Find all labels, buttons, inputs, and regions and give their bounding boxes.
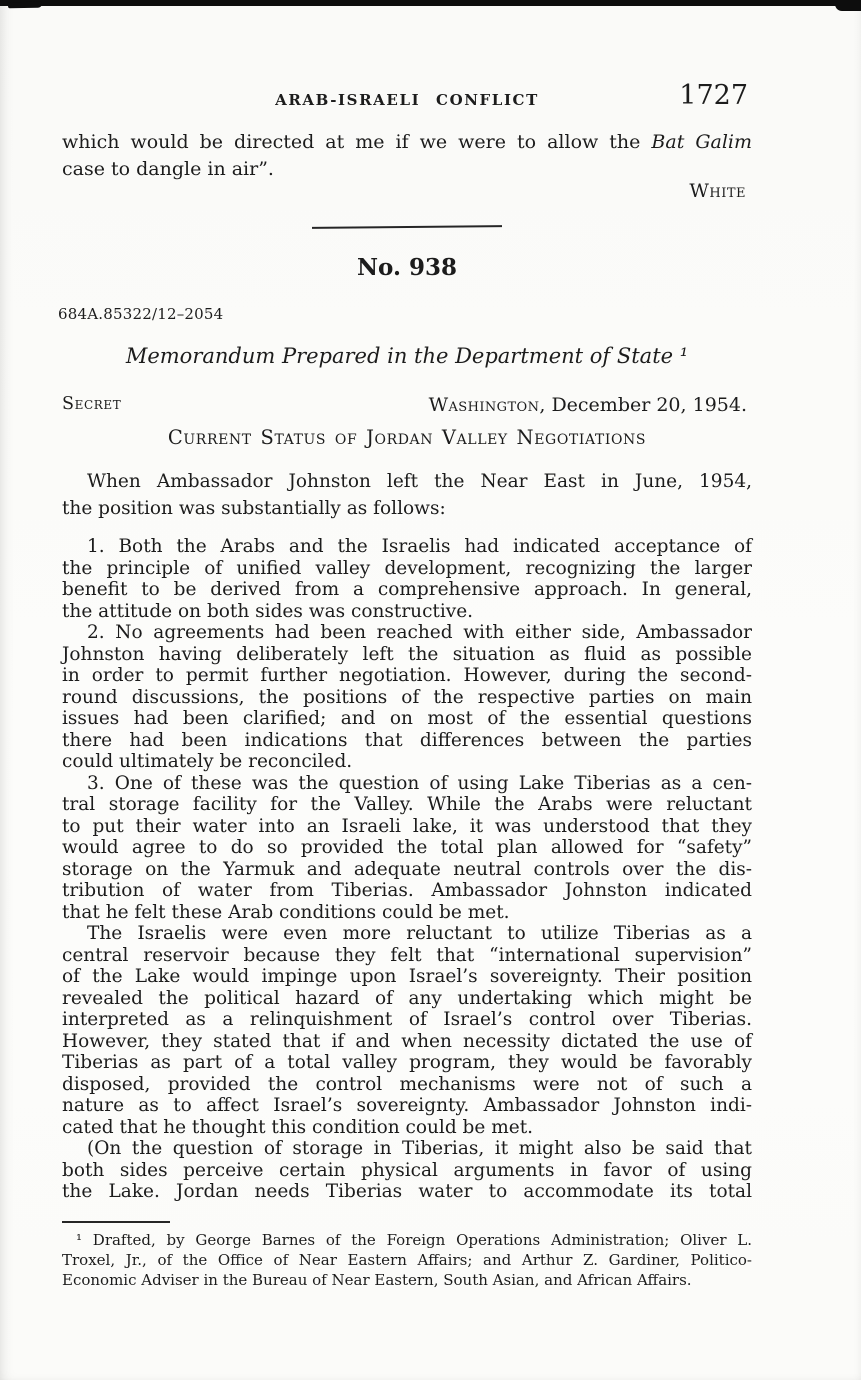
text-line: would agree to do so provided the total plan allowed for “safety” bbox=[62, 837, 752, 858]
text-line: the attitude on both sides was constructive. bbox=[62, 600, 474, 622]
running-head bbox=[62, 82, 752, 112]
text-line: However, they stated that if and when necessity dictated the use of bbox=[62, 1030, 752, 1052]
text-line: The Israelis were even more reluctant to utilize Tiberias as a bbox=[87, 923, 752, 944]
text-line: case to dangle in air”. bbox=[62, 157, 274, 180]
document-body bbox=[62, 469, 752, 1203]
text-line: storage on the Yarmuk and adequate neutral controls over the dis- bbox=[62, 858, 752, 880]
text-line: both sides perceive certain physical arguments in favor of using bbox=[62, 1159, 752, 1181]
document-meta-line bbox=[62, 394, 752, 416]
text-line: there had been indications that differences between the parties bbox=[62, 729, 752, 751]
text-line: cated that he thought this condition could be met. bbox=[62, 1116, 534, 1138]
text-line: could ultimately be reconciled. bbox=[62, 751, 353, 772]
text-line: When Ambassador Johnston left the Near East in June, 1954, bbox=[87, 471, 752, 492]
document-title: Memorandum Prepared in the Department of State ¹ bbox=[125, 344, 689, 368]
text-line: revealed the political hazard of any undertaking which might be bbox=[62, 987, 752, 1009]
text-line: of the Lake would impinge upon Israel’s sovereignty. Their position bbox=[62, 966, 752, 987]
text-line: interpreted as a relinquishment of Israel’s control over Tiberias. bbox=[62, 1009, 752, 1030]
document-number: No. 938 bbox=[357, 254, 457, 281]
text-line: nature as to affect Israel’s sovereignty. Ambassador Johnston indi- bbox=[62, 1095, 752, 1116]
text-line: 1. Both the Arabs and the Israelis had indicated acceptance of bbox=[87, 536, 752, 557]
dateline-place: Washington bbox=[428, 394, 540, 416]
text-line: to put their water into an Israeli lake, it was understood that they bbox=[62, 815, 752, 837]
dateline bbox=[429, 394, 752, 416]
body-paragraph bbox=[62, 469, 752, 522]
signature: White bbox=[689, 180, 746, 202]
text-line: benefit to be derived from a comprehensive approach. In general, bbox=[62, 579, 752, 600]
text-line: which would be directed at me if we were to allow the Bat Galim bbox=[62, 131, 753, 153]
body-paragraph bbox=[62, 773, 752, 924]
text-line: Economic Adviser in the Bureau of Near Eastern, South Asian, and African Affairs. bbox=[62, 1270, 692, 1289]
text-line: (On the question of storage in Tiberias, it might also be said that bbox=[87, 1138, 752, 1159]
text-line: issues had been clarified; and on most of the essential questions bbox=[62, 708, 752, 729]
footnote-divider bbox=[62, 1221, 170, 1223]
body-paragraph bbox=[62, 1138, 752, 1203]
body-paragraph bbox=[62, 923, 752, 1138]
text-line: the principle of unified valley development, recognizing the larger bbox=[62, 557, 752, 579]
text-line: 2. No agreements had been reached with either side, Ambassador bbox=[87, 622, 752, 643]
dateline-date: , December 20, 1954. bbox=[539, 394, 747, 416]
subject-heading: Current Status of Jordan Valley Negotiations bbox=[167, 426, 647, 449]
text-line: tral storage facility for the Valley. While the Arabs were reluctant bbox=[62, 794, 752, 815]
file-reference: 684A.85322/12–2054 bbox=[58, 305, 224, 323]
text-line: in order to permit further negotiation. However, during the second- bbox=[62, 665, 752, 686]
previous-document-closing-paragraph bbox=[62, 129, 752, 182]
text-line: Tiberias as part of a total valley program, they would be favorably bbox=[62, 1052, 752, 1073]
text-line: disposed, provided the control mechanisms were not of such a bbox=[62, 1073, 752, 1095]
text-line: the Lake. Jordan needs Tiberias water to accommodate its total bbox=[62, 1181, 752, 1202]
text-line: 3. One of these was the question of using Lake Tiberias as a cen- bbox=[87, 772, 752, 794]
text-line: Troxel, Jr., of the Office of Near Eastern Affairs; and Arthur Z. Gardiner, Politico- bbox=[62, 1250, 752, 1269]
text-line: round discussions, the positions of the respective parties on main bbox=[62, 686, 752, 708]
text-line: central reservoir because they felt that “international supervision” bbox=[62, 944, 752, 966]
text-line: the position was substantially as follows: bbox=[62, 497, 446, 519]
text-line: ¹ Drafted, by George Barnes of the Foreign Operations Administration; Oliver L. bbox=[76, 1231, 752, 1249]
footnote bbox=[62, 1231, 752, 1290]
body-paragraph bbox=[62, 536, 752, 622]
text-line: that he felt these Arab conditions could be met. bbox=[62, 901, 510, 923]
scan-artifact-top-bar bbox=[0, 0, 861, 6]
body-paragraph bbox=[62, 622, 752, 773]
running-head-title: ARAB-ISRAELI CONFLICT bbox=[275, 91, 539, 109]
text-line: tribution of water from Tiberias. Ambassador Johnston indicated bbox=[62, 880, 752, 901]
page-number: 1727 bbox=[679, 80, 748, 111]
section-divider bbox=[312, 225, 502, 229]
text-line: Johnston having deliberately left the situation as fluid as possible bbox=[62, 643, 752, 665]
classification-marking: Secret bbox=[62, 394, 122, 414]
